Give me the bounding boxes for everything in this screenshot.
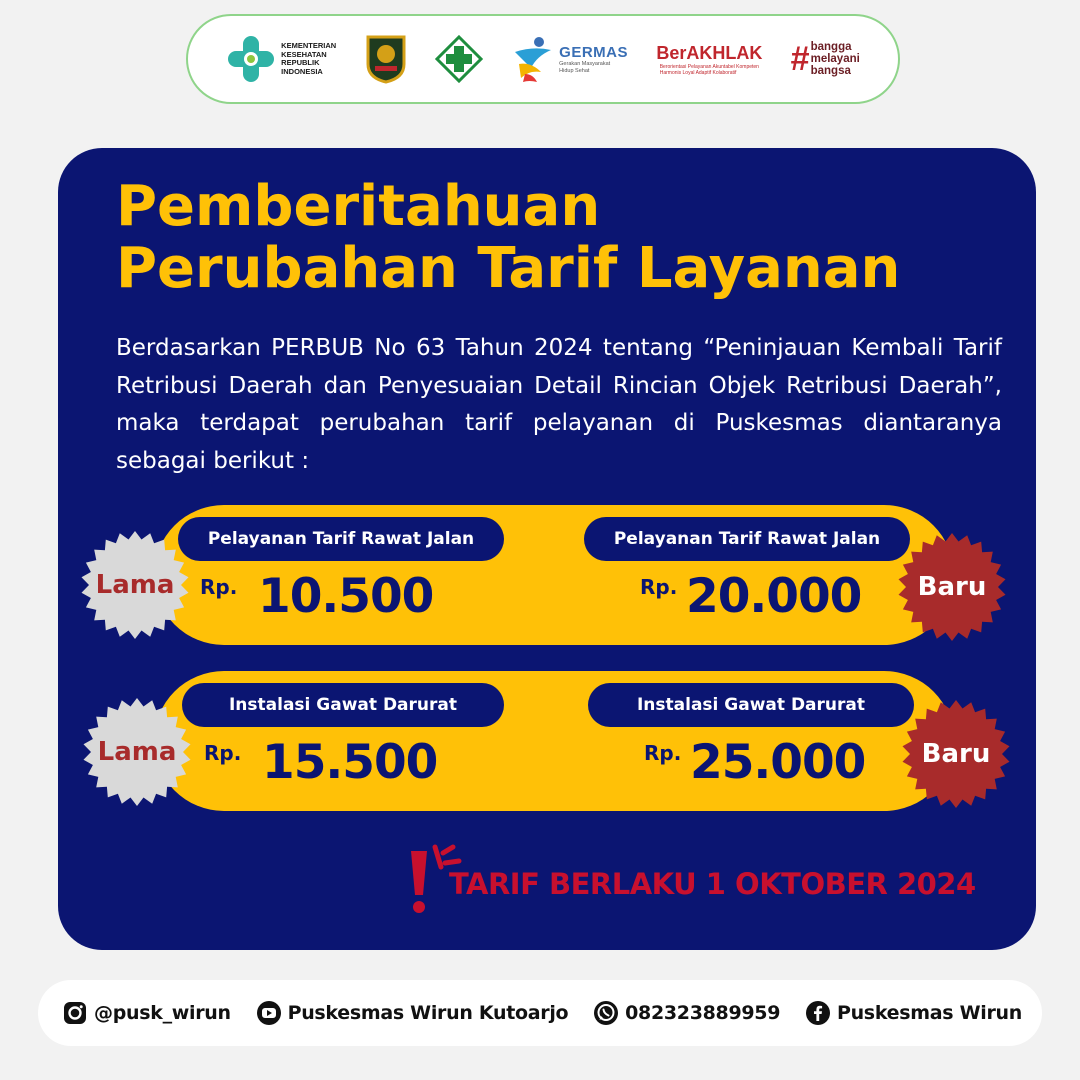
kemenkes-text: KEMENTERIAN KESEHATAN REPUBLIK INDONESIA [281,41,337,76]
effective-date-text: TARIF BERLAKU 1 OKTOBER 2024 [449,867,976,901]
badge-label: Lama [95,570,175,600]
instagram-icon [62,1000,88,1026]
youtube-channel: Puskesmas Wirun Kutoarjo [287,1002,569,1024]
service-label: Pelayanan Tarif Rawat Jalan [178,517,504,561]
effective-date-notice [403,843,1023,923]
berakhlak-title: BerAKHLAK [656,42,763,63]
bangga-melayani-text [811,41,860,77]
new-price: 25.000 [690,735,866,790]
footer-bar [38,980,1042,1046]
badge-label: Lama [97,737,177,767]
berakhlak-logo [656,43,762,76]
badge-label: Baru [921,739,991,769]
new-price: 20.000 [686,569,862,624]
facebook-icon [805,1000,831,1026]
logo-bar [186,14,900,104]
new-badge [897,532,1007,642]
instagram-link[interactable] [62,1000,231,1026]
currency-label: Rp. [204,741,242,765]
title-line: Pemberitahuan [116,174,601,239]
old-badge [82,697,192,807]
announcement-description: Berdasarkan PERBUB No 63 Tahun 2024 tentang “Peninjauan Kembali Tarif Retribusi Daerah dan Penyesuaian Detail Rincian Objek Retribusi Daerah”, maka terdapat perubahan tarif pelayanan di Puskesmas diantaranya sebagai berikut : [116,335,1002,474]
berakhlak-subtitle: Berorientasi Pelayanan Akuntabel Kompeten Harmonis Loyal Adaptif Kolaboratif [659,63,759,76]
bangga-melayani-logo [791,41,860,77]
youtube-link[interactable] [256,1000,569,1026]
germas-logo [511,34,628,84]
instagram-handle: @pusk_wirun [94,1002,231,1024]
bangga-line: bangsa [810,65,851,77]
currency-label: Rp. [644,741,682,765]
kemenkes-cross-icon [226,34,276,84]
service-label: Instalasi Gawat Darurat [588,683,914,727]
service-label: Pelayanan Tarif Rawat Jalan [584,517,910,561]
puskesmas-icon [435,35,483,83]
new-badge [901,699,1011,809]
regency-shield-icon [365,34,407,84]
title-line: Perubahan Tarif Layanan [116,236,901,301]
whatsapp-number: 082323889959 [625,1002,781,1024]
tariff-row [154,505,954,645]
facebook-page: Puskesmas Wirun [836,1002,1022,1024]
puskesmas-logo [435,35,483,83]
kemenkes-logo [226,34,336,84]
whatsapp-icon [593,1000,619,1026]
hashtag-icon: # [790,40,810,78]
bangga-line: melayani [810,53,860,65]
old-price: 10.500 [258,569,434,624]
germas-title: GERMAS [559,44,628,61]
facebook-link[interactable] [805,1000,1022,1026]
whatsapp-link[interactable] [593,1000,780,1026]
badge-label: Baru [917,572,987,602]
germas-subtitle: Gerakan Masyarakat Hidup Sehat [559,61,611,74]
currency-label: Rp. [640,575,678,599]
old-price: 15.500 [262,735,438,790]
bangga-line: bangga [810,41,852,53]
germas-figure-icon [511,34,555,84]
tariff-row [154,671,954,811]
currency-label: Rp. [200,575,238,599]
old-badge [80,530,190,640]
service-label: Instalasi Gawat Darurat [182,683,504,727]
regency-emblem [365,34,407,84]
youtube-icon [256,1000,282,1026]
announcement-title [116,176,996,300]
